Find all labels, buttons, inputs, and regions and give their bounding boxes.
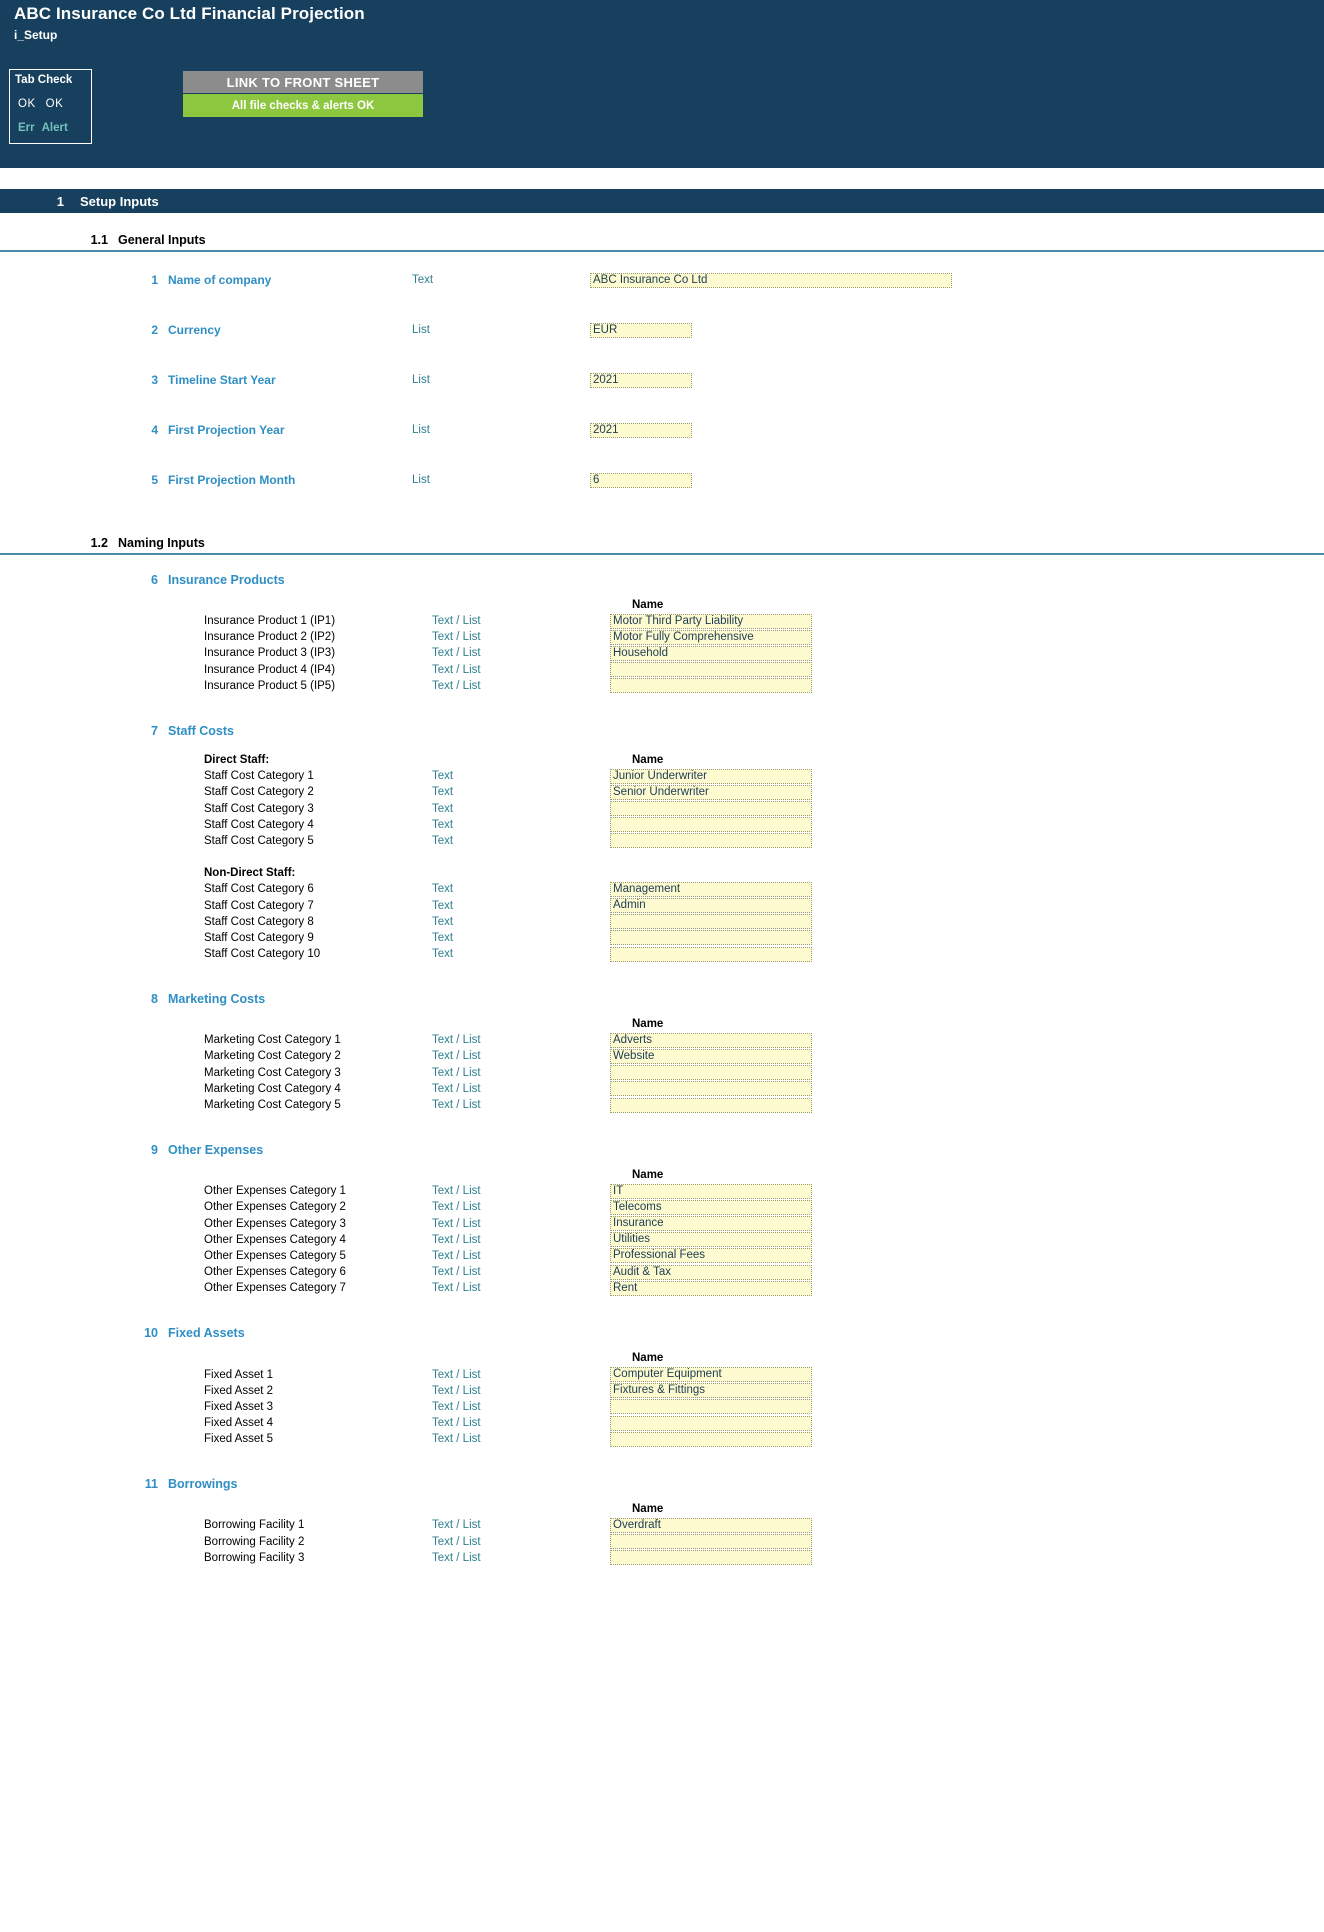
group-number: 6 <box>151 573 158 587</box>
item-label: Other Expenses Category 5 <box>204 1249 346 1262</box>
input-row-first-projection-year <box>0 422 1324 438</box>
staff-cost-category-8-input[interactable] <box>610 914 812 929</box>
list-item <box>0 1065 1324 1081</box>
group-title-fixed-assets <box>0 1324 1324 1342</box>
item-value-wrapper <box>610 678 812 693</box>
list-item <box>0 1415 1324 1431</box>
list-item <box>0 1199 1324 1215</box>
list-item <box>0 784 1324 800</box>
item-label: Marketing Cost Category 4 <box>204 1082 341 1095</box>
list-item <box>0 1534 1324 1550</box>
row-type: List <box>412 424 430 436</box>
item-label: Borrowing Facility 3 <box>204 1551 305 1564</box>
borrowing-facility-3-input[interactable] <box>610 1550 812 1565</box>
item-value-wrapper <box>610 1200 812 1215</box>
item-type: Text / List <box>432 1535 481 1548</box>
item-type: Text / List <box>432 679 481 692</box>
link-to-front-sheet-button[interactable]: LINK TO FRONT SHEET <box>183 71 423 93</box>
item-label: Other Expenses Category 4 <box>204 1233 346 1246</box>
group-number: 8 <box>151 992 158 1007</box>
subsection-number: 1.2 <box>90 536 108 550</box>
item-type: Text / List <box>432 1551 481 1564</box>
tab-check-labels <box>18 122 75 134</box>
item-type: Text / List <box>432 1282 481 1295</box>
item-value-wrapper <box>610 1216 812 1231</box>
item-label: Other Expenses Category 1 <box>204 1185 346 1198</box>
item-value-wrapper <box>610 882 812 897</box>
staff-cost-category-9-input[interactable] <box>610 930 812 945</box>
item-type: Text / List <box>432 1433 481 1446</box>
row-label: First Projection Month <box>168 473 296 487</box>
group-title: Insurance Products <box>168 573 285 587</box>
item-type: Text / List <box>432 631 481 644</box>
item-type: Text / List <box>432 1266 481 1279</box>
item-value-wrapper <box>610 1432 812 1447</box>
item-value-wrapper <box>610 614 812 629</box>
item-type: Text / List <box>432 1217 481 1230</box>
item-type: Text / List <box>432 1034 481 1047</box>
row-label: First Projection Year <box>168 423 285 437</box>
item-label: Insurance Product 4 (IP4) <box>204 663 336 676</box>
item-value-wrapper <box>610 1232 812 1247</box>
item-type: Text <box>432 834 454 847</box>
group-title: Fixed Assets <box>168 1326 245 1341</box>
subsection-title: Naming Inputs <box>118 536 205 550</box>
input-row-first-projection-month <box>0 472 1324 488</box>
sheet-tab-name: i_Setup <box>14 28 58 42</box>
group-title-other-expenses <box>0 1141 1324 1159</box>
item-value-wrapper <box>610 1248 812 1263</box>
list-item <box>0 914 1324 930</box>
item-label: Staff Cost Category 7 <box>204 899 314 912</box>
item-value-wrapper <box>610 1367 812 1382</box>
section-header-setup-inputs <box>0 189 1324 213</box>
item-label: Marketing Cost Category 1 <box>204 1034 341 1047</box>
list-item <box>0 678 1324 694</box>
row-number: 3 <box>151 373 158 387</box>
insurance-product-2-input[interactable]: Motor Fully Comprehensive <box>610 630 812 645</box>
item-value-wrapper <box>610 785 812 800</box>
section-title: Setup Inputs <box>80 193 159 209</box>
tab-check-err-value: OK <box>18 98 36 110</box>
name-column-header: Name <box>632 1352 664 1365</box>
item-type: Text <box>432 915 454 928</box>
item-value-wrapper <box>610 1065 812 1080</box>
item-label: Staff Cost Category 3 <box>204 802 314 815</box>
group-title-insurance-products <box>0 571 1324 589</box>
other-expenses-category-3-input[interactable]: Insurance <box>610 1216 812 1231</box>
group-title: Other Expenses <box>168 1143 264 1158</box>
row-label: Name of company <box>168 273 272 287</box>
list-item <box>0 1399 1324 1415</box>
list-item <box>0 1431 1324 1447</box>
list-item <box>0 1216 1324 1232</box>
item-type: Text / List <box>432 1519 481 1532</box>
file-checks-status-badge: All file checks & alerts OK <box>183 94 423 117</box>
other-expenses-category-5-input[interactable]: Professional Fees <box>610 1248 812 1263</box>
marketing-cost-category-5-input[interactable] <box>610 1098 812 1113</box>
list-item <box>0 613 1324 629</box>
item-label: Marketing Cost Category 5 <box>204 1099 341 1112</box>
row-value-wrapper <box>590 273 952 288</box>
item-label: Other Expenses Category 6 <box>204 1266 346 1279</box>
list-item <box>0 1032 1324 1048</box>
row-value-wrapper <box>590 473 692 488</box>
subgroup-heading-non-direct-staff: Non-Direct Staff: <box>204 867 296 880</box>
fixed-asset-5-input[interactable] <box>610 1432 812 1447</box>
tab-check-err-label: Err <box>18 122 35 134</box>
list-item <box>0 768 1324 784</box>
item-type: Text <box>432 802 454 815</box>
input-row-name-of-company <box>0 272 1324 288</box>
page-title: ABC Insurance Co Ltd Financial Projection <box>14 4 365 23</box>
item-type: Text <box>432 883 454 896</box>
fixed-asset-1-input[interactable]: Computer Equipment <box>610 1367 812 1382</box>
item-type: Text / List <box>432 1417 481 1430</box>
item-value-wrapper <box>610 1098 812 1113</box>
item-label: Other Expenses Category 2 <box>204 1201 346 1214</box>
item-value-wrapper <box>610 1081 812 1096</box>
item-type: Text <box>432 770 454 783</box>
item-value-wrapper <box>610 1534 812 1549</box>
list-item <box>0 833 1324 849</box>
item-value-wrapper <box>610 930 812 945</box>
input-row-timeline-start-year <box>0 372 1324 388</box>
marketing-cost-category-3-input[interactable] <box>610 1065 812 1080</box>
section-number: 1 <box>56 193 64 209</box>
list-item <box>0 801 1324 817</box>
row-number: 1 <box>151 273 158 287</box>
list-item <box>0 897 1324 913</box>
item-label: Borrowing Facility 1 <box>204 1519 305 1532</box>
list-item <box>0 817 1324 833</box>
item-value-wrapper <box>610 662 812 677</box>
item-value-wrapper <box>610 1550 812 1565</box>
fixed-asset-3-input[interactable] <box>610 1399 812 1414</box>
tab-check-alert-label: Alert <box>41 122 68 134</box>
item-label: Marketing Cost Category 2 <box>204 1050 341 1063</box>
list-item <box>0 645 1324 661</box>
staff-cost-category-5-input[interactable] <box>610 833 812 848</box>
name-column-header: Name <box>632 1169 664 1182</box>
item-type: Text / List <box>432 1050 481 1063</box>
item-value-wrapper <box>610 947 812 962</box>
staff-cost-category-7-input[interactable]: Admin <box>610 898 812 913</box>
item-type: Text / List <box>432 1368 481 1381</box>
insurance-product-3-input[interactable]: Household <box>610 646 812 661</box>
staff-cost-category-3-input[interactable] <box>610 801 812 816</box>
item-label: Insurance Product 2 (IP2) <box>204 631 336 644</box>
other-expenses-category-2-input[interactable]: Telecoms <box>610 1200 812 1215</box>
tab-check-alert-value: OK <box>45 98 64 110</box>
tab-check-values <box>18 98 73 110</box>
timeline-start-year-input[interactable]: 2021 <box>590 373 692 388</box>
company-name-input[interactable]: ABC Insurance Co Ltd <box>590 273 952 288</box>
other-expenses-category-6-input[interactable]: Audit & Tax <box>610 1265 812 1280</box>
item-value-wrapper <box>610 801 812 816</box>
list-item <box>0 1081 1324 1097</box>
name-column-header: Name <box>632 1503 664 1516</box>
name-column-header: Name <box>632 753 664 766</box>
item-label: Fixed Asset 4 <box>204 1417 274 1430</box>
other-expenses-category-7-input[interactable]: Rent <box>610 1281 812 1296</box>
item-label: Borrowing Facility 2 <box>204 1535 305 1548</box>
row-number: 4 <box>151 423 158 437</box>
item-value-wrapper <box>610 1518 812 1533</box>
tab-check-title: Tab Check <box>15 74 73 86</box>
list-item <box>0 881 1324 897</box>
item-label: Staff Cost Category 2 <box>204 786 314 799</box>
tab-check-panel <box>9 69 92 144</box>
list-item <box>0 1280 1324 1296</box>
row-type: List <box>412 324 430 336</box>
item-value-wrapper <box>610 1416 812 1431</box>
staff-cost-category-10-input[interactable] <box>610 947 812 962</box>
item-type: Text / List <box>432 1201 481 1214</box>
list-item <box>0 946 1324 962</box>
item-label: Staff Cost Category 5 <box>204 834 314 847</box>
row-label: Currency <box>168 323 221 337</box>
item-label: Staff Cost Category 4 <box>204 818 314 831</box>
item-label: Staff Cost Category 1 <box>204 770 314 783</box>
item-type: Text / List <box>432 647 481 660</box>
list-item <box>0 1383 1324 1399</box>
item-label: Fixed Asset 3 <box>204 1400 274 1413</box>
item-value-wrapper <box>610 630 812 645</box>
item-type: Text / List <box>432 1099 481 1112</box>
list-item <box>0 1097 1324 1113</box>
item-value-wrapper <box>610 898 812 913</box>
title-banner <box>0 0 1324 168</box>
item-type: Text / List <box>432 1233 481 1246</box>
first-projection-month-input[interactable]: 6 <box>590 473 692 488</box>
currency-input[interactable]: EUR <box>590 323 692 338</box>
list-item <box>0 1264 1324 1280</box>
item-value-wrapper <box>610 1033 812 1048</box>
item-type: Text / List <box>432 1185 481 1198</box>
item-label: Staff Cost Category 8 <box>204 915 314 928</box>
list-item <box>0 1248 1324 1264</box>
name-column-header: Name <box>632 599 664 611</box>
first-projection-year-input[interactable]: 2021 <box>590 423 692 438</box>
subsection-title: General Inputs <box>118 233 206 247</box>
row-number: 2 <box>151 323 158 337</box>
item-value-wrapper <box>610 1265 812 1280</box>
item-type: Text / List <box>432 1384 481 1397</box>
list-item <box>0 1048 1324 1064</box>
list-item <box>0 1183 1324 1199</box>
item-value-wrapper <box>610 817 812 832</box>
staff-cost-category-1-input[interactable]: Junior Underwriter <box>610 769 812 784</box>
input-row-currency <box>0 322 1324 338</box>
list-item <box>0 1366 1324 1382</box>
marketing-cost-category-1-input[interactable]: Adverts <box>610 1033 812 1048</box>
item-value-wrapper <box>610 646 812 661</box>
fixed-asset-4-input[interactable] <box>610 1416 812 1431</box>
item-label: Staff Cost Category 10 <box>204 948 321 961</box>
list-item <box>0 1232 1324 1248</box>
item-label: Staff Cost Category 6 <box>204 883 314 896</box>
list-item <box>0 930 1324 946</box>
item-type: Text <box>432 818 454 831</box>
group-title-borrowings <box>0 1475 1324 1493</box>
borrowing-facility-1-input[interactable]: Overdraft <box>610 1518 812 1533</box>
group-number: 11 <box>144 1477 158 1492</box>
staff-cost-category-4-input[interactable] <box>610 817 812 832</box>
row-type: Text <box>412 274 434 286</box>
item-label: Insurance Product 5 (IP5) <box>204 679 336 692</box>
name-column-header: Name <box>632 1018 664 1031</box>
insurance-product-4-input[interactable] <box>610 662 812 677</box>
row-type: List <box>412 474 430 486</box>
item-type: Text / List <box>432 615 481 628</box>
row-number: 5 <box>151 473 158 487</box>
list-item <box>0 1550 1324 1566</box>
row-value-wrapper <box>590 423 692 438</box>
row-type: List <box>412 374 430 386</box>
item-type: Text / List <box>432 663 481 676</box>
marketing-cost-category-2-input[interactable]: Website <box>610 1049 812 1064</box>
row-label: Timeline Start Year <box>168 373 276 387</box>
item-type: Text <box>432 899 454 912</box>
insurance-product-1-input[interactable]: Motor Third Party Liability <box>610 614 812 629</box>
group-number: 10 <box>144 1326 158 1341</box>
item-label: Staff Cost Category 9 <box>204 931 314 944</box>
group-title: Borrowings <box>168 1477 238 1492</box>
row-value-wrapper <box>590 323 692 338</box>
item-label: Insurance Product 1 (IP1) <box>204 615 336 628</box>
item-type: Text <box>432 948 454 961</box>
item-value-wrapper <box>610 833 812 848</box>
item-value-wrapper <box>610 1399 812 1414</box>
item-label: Other Expenses Category 7 <box>204 1282 346 1295</box>
item-value-wrapper <box>610 1281 812 1296</box>
staff-cost-category-6-input[interactable]: Management <box>610 882 812 897</box>
item-type: Text / List <box>432 1066 481 1079</box>
staff-cost-category-2-input[interactable]: Senior Underwriter <box>610 785 812 800</box>
sheet-body <box>0 189 1324 1566</box>
item-label: Other Expenses Category 3 <box>204 1217 346 1230</box>
item-type: Text / List <box>432 1249 481 1262</box>
other-expenses-category-1-input[interactable]: IT <box>610 1184 812 1199</box>
item-value-wrapper <box>610 1184 812 1199</box>
insurance-product-5-input[interactable] <box>610 678 812 693</box>
group-number: 7 <box>151 723 158 738</box>
group-number: 9 <box>151 1143 158 1158</box>
group-title: Staff Costs <box>168 723 234 738</box>
item-label: Insurance Product 3 (IP3) <box>204 647 336 660</box>
item-type: Text <box>432 786 454 799</box>
item-value-wrapper <box>610 769 812 784</box>
group-title-staff-costs <box>0 722 1324 740</box>
marketing-cost-category-4-input[interactable] <box>610 1081 812 1096</box>
group-title-marketing-costs <box>0 990 1324 1008</box>
item-label: Marketing Cost Category 3 <box>204 1066 341 1079</box>
subsection-number: 1.1 <box>90 233 108 247</box>
row-value-wrapper <box>590 373 692 388</box>
item-type: Text / List <box>432 1400 481 1413</box>
list-item <box>0 1517 1324 1533</box>
other-expenses-category-4-input[interactable]: Utilities <box>610 1232 812 1247</box>
list-item <box>0 629 1324 645</box>
item-label: Fixed Asset 1 <box>204 1368 274 1381</box>
subgroup-heading-direct-staff: Direct Staff: <box>204 753 270 766</box>
item-value-wrapper <box>610 1383 812 1398</box>
item-value-wrapper <box>610 1049 812 1064</box>
fixed-asset-2-input[interactable]: Fixtures & Fittings <box>610 1383 812 1398</box>
item-value-wrapper <box>610 914 812 929</box>
item-type: Text <box>432 931 454 944</box>
item-label: Fixed Asset 5 <box>204 1433 274 1446</box>
borrowing-facility-2-input[interactable] <box>610 1534 812 1549</box>
item-label: Fixed Asset 2 <box>204 1384 274 1397</box>
subsection-naming-inputs <box>0 536 1324 555</box>
group-title: Marketing Costs <box>168 992 266 1007</box>
subsection-general-inputs <box>0 233 1324 252</box>
item-type: Text / List <box>432 1082 481 1095</box>
list-item <box>0 662 1324 678</box>
